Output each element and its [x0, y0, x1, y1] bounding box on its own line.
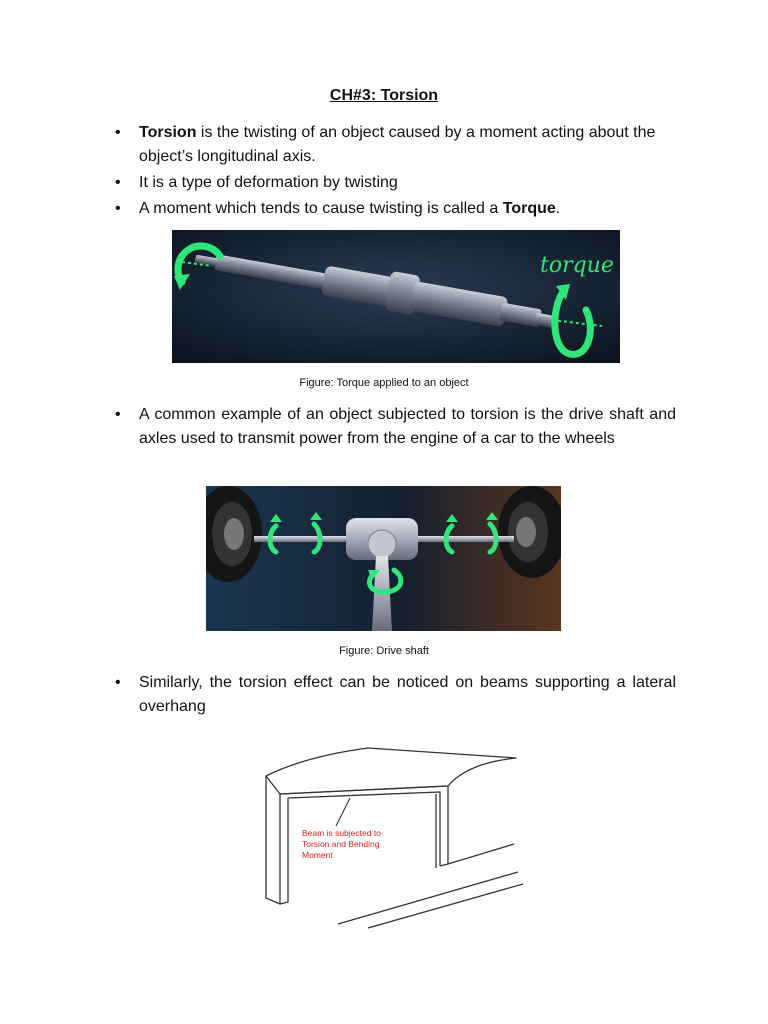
beam-annotation-line3: Moment [302, 850, 333, 860]
torque-shaft-illustration [172, 230, 620, 363]
torque-shaft-figure [172, 230, 620, 363]
torque-definition-post: . [555, 200, 561, 217]
beam-annotation-line2: Torsion and Bending [302, 839, 380, 849]
torsion-definition-text: is the twisting of an object caused by a moment acting about the object’s longitudinal axis. [139, 124, 656, 165]
term-torque: Torque [502, 200, 556, 217]
differential-housing [346, 518, 418, 560]
overhang-bullet-list [112, 671, 676, 721]
torque-definition-pre: A moment which tends to cause twisting is called a [139, 200, 503, 217]
bullet-deformation [112, 171, 676, 195]
figure1-caption: Figure: Torque applied to an object [299, 377, 469, 389]
overhang-beam-sketch [238, 728, 528, 933]
bullet-overhang [112, 671, 676, 719]
overhang-beam-figure [238, 728, 528, 933]
term-torsion: Torsion [139, 124, 197, 141]
deformation-text: It is a type of deformation by twisting [139, 174, 398, 191]
drive-shaft-text: A common example of an object subjected to torsion is the drive shaft and axles used to transmit power from the engine of a car to the wheels [139, 406, 676, 447]
bullet-torsion-definition [112, 121, 676, 169]
drive-shaft-figure [206, 486, 561, 631]
intro-bullet-list [112, 121, 676, 223]
drive-shaft-bullet-list [112, 403, 676, 453]
torque-overlay-label: torque [540, 253, 614, 278]
bullet-torque-definition [112, 197, 676, 221]
figure2-caption: Figure: Drive shaft [339, 645, 429, 657]
page-title: CH#3: Torsion [329, 87, 439, 104]
drive-shaft-illustration [206, 486, 561, 631]
beam-annotation-line1: Beam is subjected to [302, 828, 381, 838]
bullet-drive-shaft [112, 403, 676, 451]
overhang-text: Similarly, the torsion effect can be noticed on beams supporting a lateral overhang [139, 674, 676, 715]
